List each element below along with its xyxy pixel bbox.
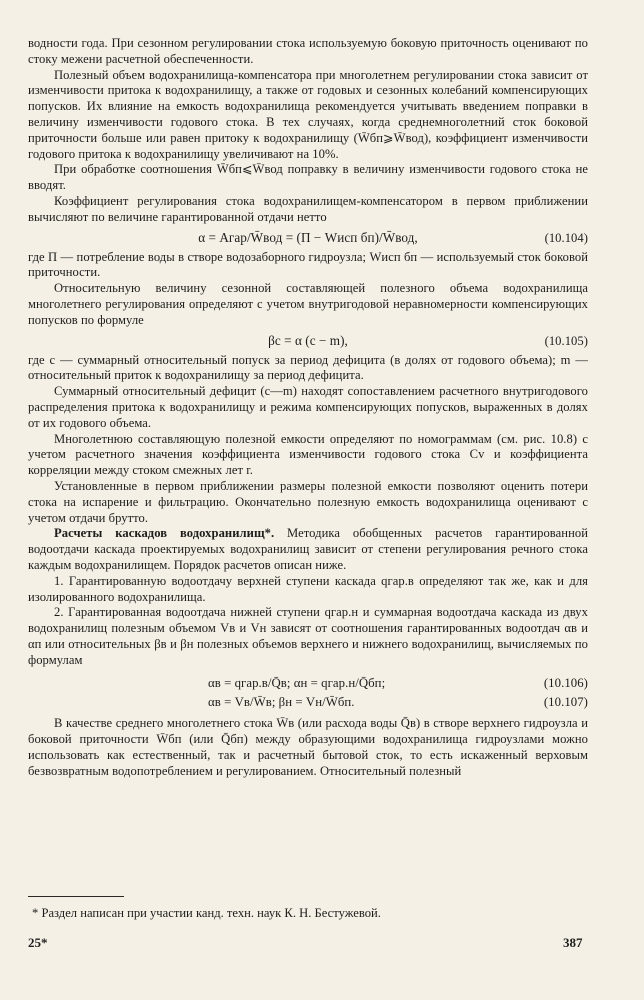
formula-10-106 bbox=[28, 674, 588, 693]
formula-expression: αв = Vв/W̄в; βн = Vн/W̄бп. bbox=[208, 695, 355, 710]
formula-number: (10.107) bbox=[543, 695, 588, 710]
signature-mark: 25* bbox=[28, 935, 48, 950]
text-body bbox=[28, 36, 588, 780]
formula-10-107 bbox=[28, 693, 588, 712]
formula-number: (10.105) bbox=[544, 333, 588, 348]
paragraph-2: Полезный объем водохранилища-компенсатора при многолетнем регулировании стока зависит от изменчивости притока к водохранилищу, а также от годовых и сезонных колебаний компенсирующих попусков. Их влияние на емкость водохранилища рекомендуется учитывать введением поправки в величину изменчивости годового стока. В тех случаях, когда среднемноголетний сток боковой приточности больше или равен притоку к водохранилищу (W̄бп⩾W̄вод), коэффициент изменчивости годового притока к водохранилищу увеличивают на 10%. bbox=[28, 67, 588, 161]
paragraph-11 bbox=[28, 526, 588, 573]
formula-expression: βс = α (c − m), bbox=[268, 332, 348, 348]
paragraph-5: где П — потребление воды в створе водозаборного гидроузла; Wисп бп — используемый сток боковой приточности. bbox=[28, 249, 588, 280]
paragraph-10: Установленные в первом приближении размеры полезной емкости позволяют оценить потери стока на испарение и фильтрацию. Окончательно полезную емкость водохранилища оценивают с учетом отдачи брутто. bbox=[28, 478, 588, 525]
paragraph-14: В качестве среднего многолетнего стока W̄в (или расхода воды Q̄в) в створе верхнего гидроузла и боковой приточности W̄бп (или Q̄бп) между образующими водохранилища гидроузлами можно использовать как естественный, так и расчетный бытовой сток, то есть искаженный верховым безвозвратным водопотреблением и регулированием. Относительный полезный bbox=[28, 716, 588, 778]
formula-10-105 bbox=[28, 330, 588, 352]
footnote: * Раздел написан при участии канд. техн. наук К. Н. Бестужевой. bbox=[32, 906, 381, 920]
formula-number: (10.104) bbox=[544, 230, 588, 245]
paragraph-8: Суммарный относительный дефицит (c—m) находят сопоставлением расчетного внутригодового распределения притока к водохранилищу и режима компенсирующих попусков, выраженных в долях от их годового объема. bbox=[28, 384, 588, 430]
formula-10-104 bbox=[28, 227, 588, 249]
formula-expression: αв = qгар.в/Q̄в; αн = qгар.н/Q̄бп; bbox=[208, 676, 386, 691]
paragraph-9: Многолетнюю составляющую полезной емкости определяют по номограммам (см. рис. 10.8) с учетом расчетного значения коэффициента изменчивости годового стока Cv и коэффициента корреляции между стоком смежных лет r. bbox=[28, 431, 588, 478]
paragraph-7: где c — суммарный относительный попуск за период дефицита (в долях от годового объема); m — относительный приток к водохранилищу за период дефицита. bbox=[28, 352, 588, 383]
paragraph-3: При обработке соотношения W̄бп⩽W̄вод поправку в величину изменчивости годового стока не вводят. bbox=[28, 162, 588, 193]
formula-block-10-106-107 bbox=[28, 674, 588, 712]
section-heading: Расчеты каскадов водохранилищ*. bbox=[54, 526, 275, 541]
paragraph-4: Коэффициент регулирования стока водохранилищем-компенсатором в первом приближении вычисляют по величине гарантированной отдачи нетто bbox=[28, 193, 588, 224]
formula-number: (10.106) bbox=[543, 676, 588, 691]
footnote-separator bbox=[28, 896, 124, 897]
paragraph-1: водности года. При сезонном регулировании стока используемую боковую приточность оценивают по стоку межени расчетной обеспеченности. bbox=[28, 36, 588, 66]
page-number: 387 bbox=[563, 935, 583, 950]
section-text: Методика обобщенных расчетов гарантированной водоотдачи каскада проектируемых водохранилищ зависит от степени регулирования речного стока каждым водохранилищем. Порядок расчетов описан ниже. bbox=[28, 526, 588, 572]
paragraph-13: 2. Гарантированная водоотдача нижней ступени qгар.н и суммарная водоотдача каскада из двух водохранилищ полезным объемом Vв и Vн зависят от соотношения гарантированных водоотдач αв и αп или относительных βв и βн полезных объемов верхнего и нижнего водохранилищ, вычисляемых по формулам bbox=[28, 605, 588, 667]
paragraph-6: Относительную величину сезонной составляющей полезного объема водохранилища многолетнего регулирования определяют с учетом внутригодовой неравномерности компенсирующих попусков по формуле bbox=[28, 281, 588, 327]
formula-expression: α = Aгар/W̄вод = (П − Wисп бп)/W̄вод, bbox=[198, 229, 418, 245]
paragraph-12: 1. Гарантированную водоотдачу верхней ступени каскада qгар.в определяют так же, как и для изолированного водохранилища. bbox=[28, 573, 588, 604]
